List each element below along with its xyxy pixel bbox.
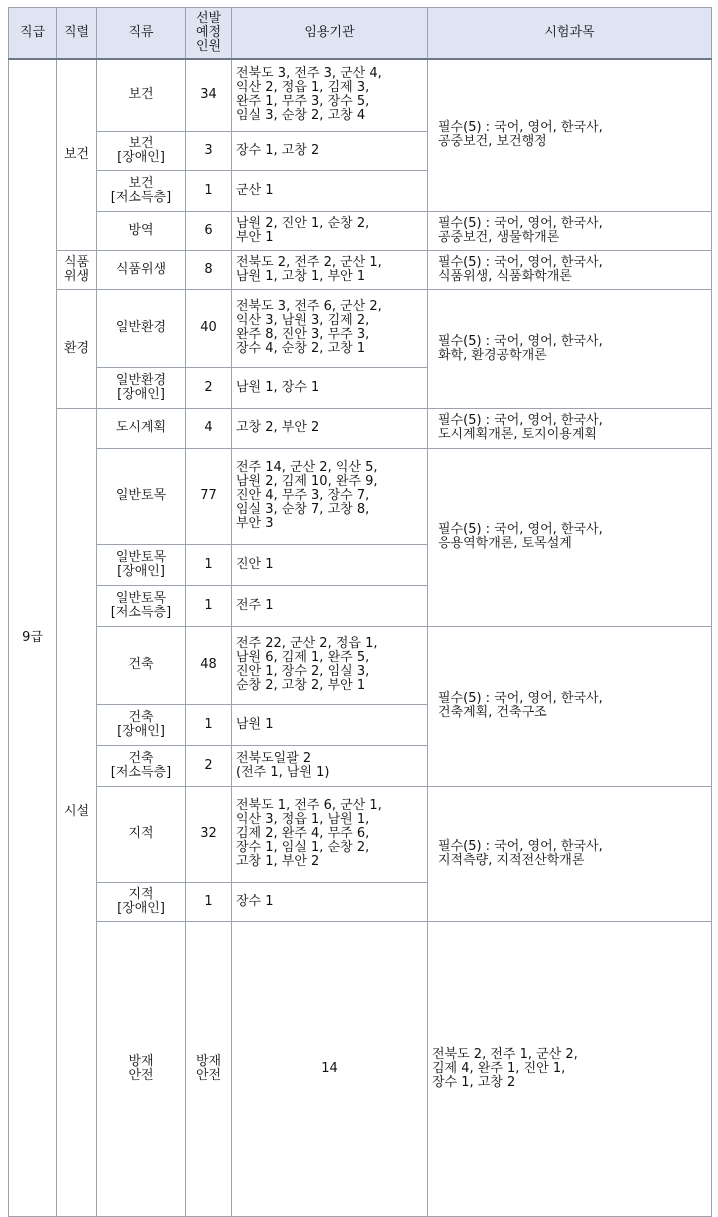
subjects-cell: 필수(5) : 국어, 영어, 한국사, 도시계획개론, 토지이용계획: [428, 408, 712, 448]
planned-cell: 1: [186, 544, 232, 585]
grade-cell: 9급: [9, 59, 57, 1216]
planned-cell: 77: [186, 448, 232, 544]
agency-cell: 전북도 2, 전주 1, 군산 2, 김제 4, 완주 1, 진안 1, 장수 1, 고창 2: [428, 921, 712, 1216]
planned-cell: 8: [186, 250, 232, 289]
agency-cell: 전주 1: [232, 585, 428, 626]
subjects-cell: 필수(5) : 국어, 영어, 한국사, 건축계획, 건축구조: [428, 626, 712, 786]
planned-cell: 6: [186, 211, 232, 250]
table-row: [9, 59, 712, 131]
table-row: [9, 211, 712, 250]
agency-cell: 전주 14, 군산 2, 익산 5, 남원 2, 김제 10, 완주 9, 진안 4, 무주 3, 장수 7, 임실 3, 순창 7, 고창 8, 부안 3: [232, 448, 428, 544]
agency-cell: 전북도 2, 전주 2, 군산 1, 남원 1, 고창 1, 부안 1: [232, 250, 428, 289]
planned-cell: 4: [186, 408, 232, 448]
header-agency: 임용기관: [232, 8, 428, 60]
category-cell: 건축: [97, 626, 186, 704]
category-cell: 도시계획: [97, 408, 186, 448]
series-cell: 시설: [57, 408, 97, 1216]
category-cell: 일반환경 [장애인]: [97, 367, 186, 408]
header-subjects: 시험과목: [428, 8, 712, 60]
series-cell: 방재 안전: [97, 921, 186, 1216]
category-cell: 건축 [장애인]: [97, 704, 186, 745]
planned-cell: 14: [232, 921, 428, 1216]
planned-cell: 1: [186, 585, 232, 626]
subjects-cell: 필수(5) : 국어, 영어, 한국사, 지적측량, 지적전산학개론: [428, 786, 712, 921]
planned-cell: 2: [186, 745, 232, 786]
planned-cell: 2: [186, 367, 232, 408]
planned-cell: 48: [186, 626, 232, 704]
agency-cell: 전주 22, 군산 2, 정읍 1, 남원 6, 김제 1, 완주 5, 진안 1, 장수 2, 임실 3, 순창 2, 고창 2, 부안 1: [232, 626, 428, 704]
category-cell: 식품위생: [97, 250, 186, 289]
category-cell: 일반토목: [97, 448, 186, 544]
series-cell: 식품 위생: [57, 250, 97, 289]
agency-cell: 전북도일괄 2 (전주 1, 남원 1): [232, 745, 428, 786]
planned-cell: 1: [186, 704, 232, 745]
table-row: [9, 921, 712, 1216]
planned-cell: 3: [186, 131, 232, 170]
planned-cell: 40: [186, 289, 232, 367]
recruitment-table: [8, 7, 712, 1217]
table-row: [9, 289, 712, 367]
subjects-cell: 필수(5) : 국어, 영어, 한국사, 응용역학개론, 토목설계: [428, 448, 712, 626]
agency-cell: 남원 1: [232, 704, 428, 745]
category-cell: 보건: [97, 59, 186, 131]
header-row: [9, 8, 712, 60]
header-planned: 선발 예정 인원: [186, 8, 232, 60]
agency-cell: 전북도 3, 전주 6, 군산 2, 익산 3, 남원 3, 김제 2, 완주 8, 진안 3, 무주 3, 장수 4, 순창 2, 고창 1: [232, 289, 428, 367]
table-row: [9, 250, 712, 289]
category-cell: 지적: [97, 786, 186, 882]
subjects-cell: 필수(5) : 국어, 영어, 한국사, 식품위생, 식품화학개론: [428, 250, 712, 289]
category-cell: 보건 [저소득층]: [97, 170, 186, 211]
planned-cell: 1: [186, 882, 232, 921]
category-cell: 방재안전: [186, 921, 232, 1216]
planned-cell: 32: [186, 786, 232, 882]
header-category: 직류: [97, 8, 186, 60]
agency-cell: 진안 1: [232, 544, 428, 585]
table-row: [9, 626, 712, 704]
agency-cell: 남원 2, 진안 1, 순창 2, 부안 1: [232, 211, 428, 250]
category-cell: 방역: [97, 211, 186, 250]
table-row: [9, 786, 712, 882]
agency-cell: 전북도 3, 전주 3, 군산 4, 익산 2, 정읍 1, 김제 3, 완주 1, 무주 3, 장수 5, 임실 3, 순창 2, 고창 4: [232, 59, 428, 131]
table-row: [9, 448, 712, 544]
agency-cell: 군산 1: [232, 170, 428, 211]
agency-cell: 남원 1, 장수 1: [232, 367, 428, 408]
category-cell: 일반토목 [장애인]: [97, 544, 186, 585]
category-cell: 일반토목 [저소득층]: [97, 585, 186, 626]
planned-cell: 34: [186, 59, 232, 131]
series-cell: 보건: [57, 59, 97, 250]
subjects-cell: 필수(5) : 국어, 영어, 한국사, 화학, 환경공학개론: [428, 289, 712, 408]
category-cell: 보건 [장애인]: [97, 131, 186, 170]
agency-cell: 장수 1: [232, 882, 428, 921]
category-cell: 일반환경: [97, 289, 186, 367]
agency-cell: 장수 1, 고창 2: [232, 131, 428, 170]
header-grade: 직급: [9, 8, 57, 60]
header-series: 직렬: [57, 8, 97, 60]
table-row: [9, 408, 712, 448]
agency-cell: 전북도 1, 전주 6, 군산 1, 익산 3, 정읍 1, 남원 1, 김제 2, 완주 4, 무주 6, 장수 1, 임실 1, 순창 2, 고창 1, 부안 2: [232, 786, 428, 882]
agency-cell: 고창 2, 부안 2: [232, 408, 428, 448]
series-cell: 환경: [57, 289, 97, 408]
planned-cell: 1: [186, 170, 232, 211]
subjects-cell: 필수(5) : 국어, 영어, 한국사, 공중보건, 보건행정: [428, 59, 712, 211]
subjects-cell: 필수(5) : 국어, 영어, 한국사, 공중보건, 생물학개론: [428, 211, 712, 250]
category-cell: 지적 [장애인]: [97, 882, 186, 921]
category-cell: 건축 [저소득층]: [97, 745, 186, 786]
table-container: [8, 7, 712, 1217]
